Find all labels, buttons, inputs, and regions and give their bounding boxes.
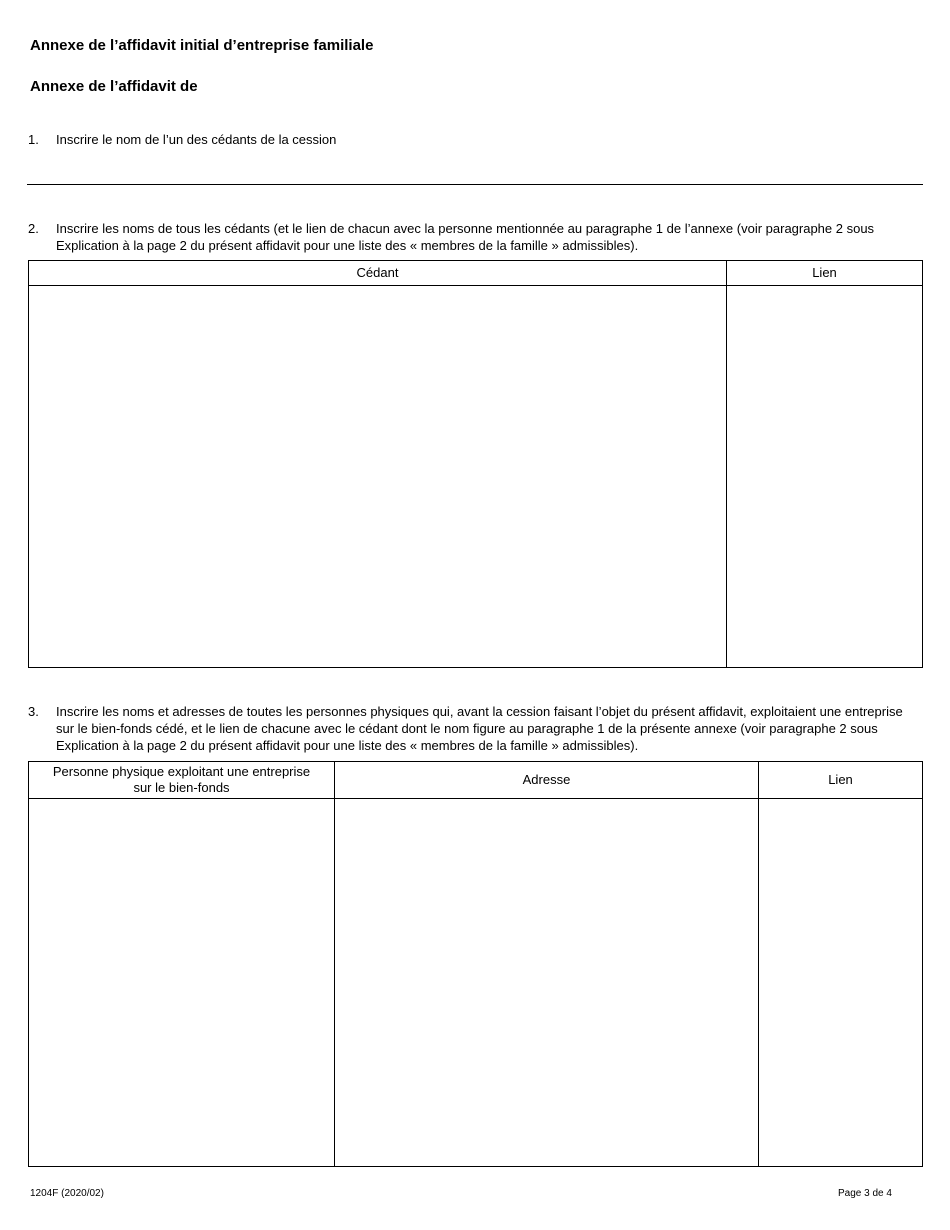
address-cell[interactable] [335, 799, 759, 1167]
column-header-person: Personne physique exploitant une entreprise sur le bien-fonds [29, 762, 335, 799]
column-header-cedant: Cédant [29, 261, 727, 286]
form-number: 1204F (2020/02) [30, 1188, 104, 1199]
lien-cell[interactable] [727, 286, 923, 668]
section-1-number: 1. [28, 132, 39, 147]
lien-cell[interactable] [759, 799, 923, 1167]
column-header-address: Adresse [335, 762, 759, 799]
section-3-instruction: Inscrire les noms et adresses de toutes les personnes physiques qui, avant la cession faisant l’objet du présent affidavit, exploitaient une entreprise sur le bien-fonds cédé, et le lien de chacune avec le cédant dont le nom figure au paragraphe 1 de la présente annexe (voir paragraphe 2 sous Explication à la page 2 du présent affidavit pour une liste des « membres de la famille » admissibles). [56, 704, 903, 753]
section-3-number: 3. [28, 704, 39, 719]
cedant-cell[interactable] [29, 286, 727, 668]
section-1-instruction: Inscrire le nom de l’un des cédants de la cession [56, 132, 337, 147]
column-header-lien: Lien [727, 261, 923, 286]
page-title: Annexe de l’affidavit initial d’entreprise familiale [30, 37, 374, 54]
column-header-lien: Lien [759, 762, 923, 799]
cedant-name-field[interactable] [27, 184, 923, 185]
section-2-instruction: Inscrire les noms de tous les cédants (et le lien de chacun avec la personne mentionnée au paragraphe 1 de l’annexe (voir paragraphe 2 sous Explication à la page 2 du présent affidavit pour une liste des « membres de la famille » admissibles). [56, 221, 875, 253]
person-cell[interactable] [29, 799, 335, 1167]
cedants-table [28, 260, 923, 668]
persons-table [28, 761, 923, 1167]
section-2-number: 2. [28, 221, 39, 236]
page-number: Page 3 de 4 [838, 1188, 892, 1199]
page-subtitle: Annexe de l’affidavit de [30, 78, 198, 95]
